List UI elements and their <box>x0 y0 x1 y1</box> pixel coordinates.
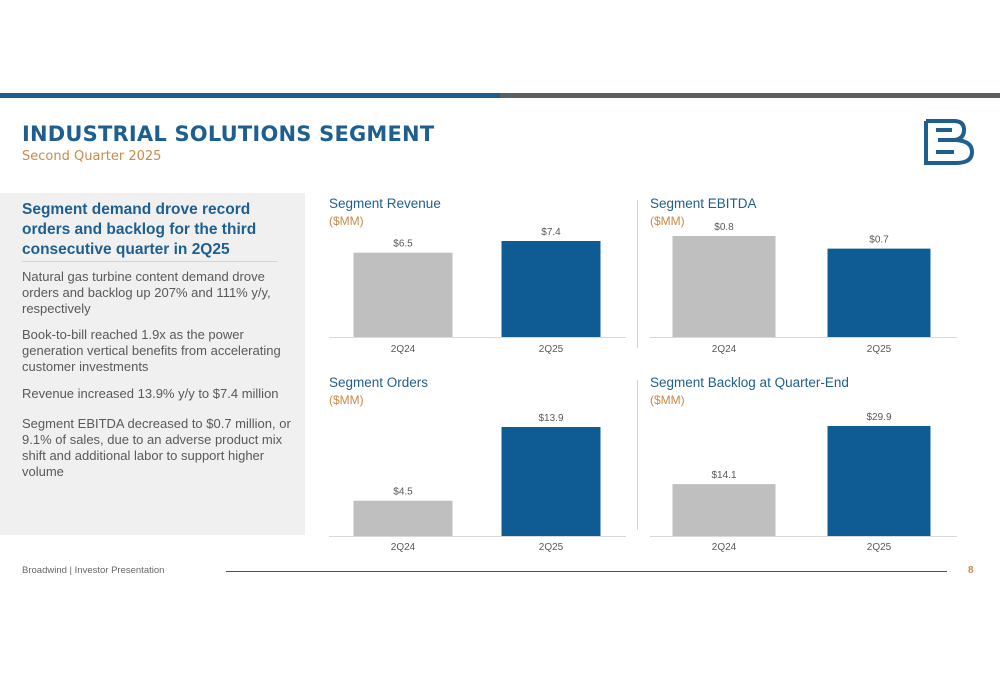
chart-unit: ($MM) <box>329 214 364 228</box>
bar-2q25 <box>828 249 931 337</box>
header-bar-blue <box>0 93 500 98</box>
x-tick-label: 2Q24 <box>390 344 416 355</box>
chart-plot <box>329 196 626 360</box>
bar-2q24 <box>354 253 453 337</box>
chart-title: Segment Orders <box>329 375 429 390</box>
data-label: $7.4 <box>541 227 561 238</box>
broadwind-logo-icon <box>924 119 974 165</box>
summary-heading: Segment demand drove record orders and backlog for the third consecutive quarter in 2Q25 <box>22 201 257 258</box>
chart-title: Segment Backlog at Quarter-End <box>650 375 849 390</box>
footer-separator: | <box>66 565 75 576</box>
data-label: $6.5 <box>393 238 413 250</box>
data-label: $14.1 <box>711 470 737 482</box>
x-tick-label: 2Q24 <box>711 542 737 553</box>
chart-title: Segment EBITDA <box>650 196 757 211</box>
backlog-chart <box>650 375 957 555</box>
x-tick-label: 2Q24 <box>390 542 416 553</box>
footer-company: Broadwind <box>22 565 67 576</box>
summary-bullet: Segment EBITDA decreased to $0.7 million, or 9.1% of sales, due to an adverse product mix shift and additional labor to support higher volume <box>22 416 291 479</box>
bar-2q25 <box>502 427 601 536</box>
footer-text <box>22 565 164 576</box>
chart-plot <box>329 375 626 558</box>
chart-title: Segment Revenue <box>329 196 441 211</box>
page-subtitle: Second Quarter 2025 <box>22 149 162 164</box>
header-bar-gray <box>500 93 1000 98</box>
bar-2q25 <box>828 426 931 536</box>
bar-2q24 <box>354 501 453 536</box>
x-tick-label: 2Q24 <box>711 344 737 355</box>
data-label: $0.7 <box>869 234 889 246</box>
x-tick-label: 2Q25 <box>866 542 892 553</box>
bar-2q24 <box>673 484 776 536</box>
ebitda-chart <box>650 196 957 361</box>
summary-bullet: Book-to-bill reached 1.9x as the power generation vertical benefits from accelerating customer investments <box>22 327 281 374</box>
page-number: 8 <box>968 565 974 576</box>
data-label: $29.9 <box>866 412 892 423</box>
summary-bullet: Revenue increased 13.9% y/y to $7.4 million <box>22 386 279 401</box>
revenue-chart <box>329 196 626 361</box>
x-tick-label: 2Q25 <box>538 344 564 355</box>
orders-chart <box>329 375 626 555</box>
data-label: $4.5 <box>393 486 413 498</box>
chart-unit: ($MM) <box>650 214 685 228</box>
page-title: INDUSTRIAL SOLUTIONS SEGMENT <box>22 122 435 146</box>
footer-line <box>226 571 947 572</box>
chart-divider <box>637 200 638 348</box>
summary-divider <box>22 261 277 262</box>
chart-plot <box>650 196 957 360</box>
x-tick-label: 2Q25 <box>866 344 892 355</box>
chart-unit: ($MM) <box>329 393 364 407</box>
bar-2q25 <box>502 241 601 337</box>
chart-unit: ($MM) <box>650 393 685 407</box>
chart-divider <box>637 380 638 530</box>
footer-deck: Investor Presentation <box>74 565 165 576</box>
chart-plot <box>650 375 957 558</box>
summary-bullet: Natural gas turbine content demand drove orders and backlog up 207% and 111% y/y, respectively <box>22 269 271 316</box>
bar-2q24 <box>673 236 776 337</box>
data-label: $0.8 <box>714 222 734 233</box>
data-label: $13.9 <box>538 413 564 424</box>
x-tick-label: 2Q25 <box>538 542 564 553</box>
